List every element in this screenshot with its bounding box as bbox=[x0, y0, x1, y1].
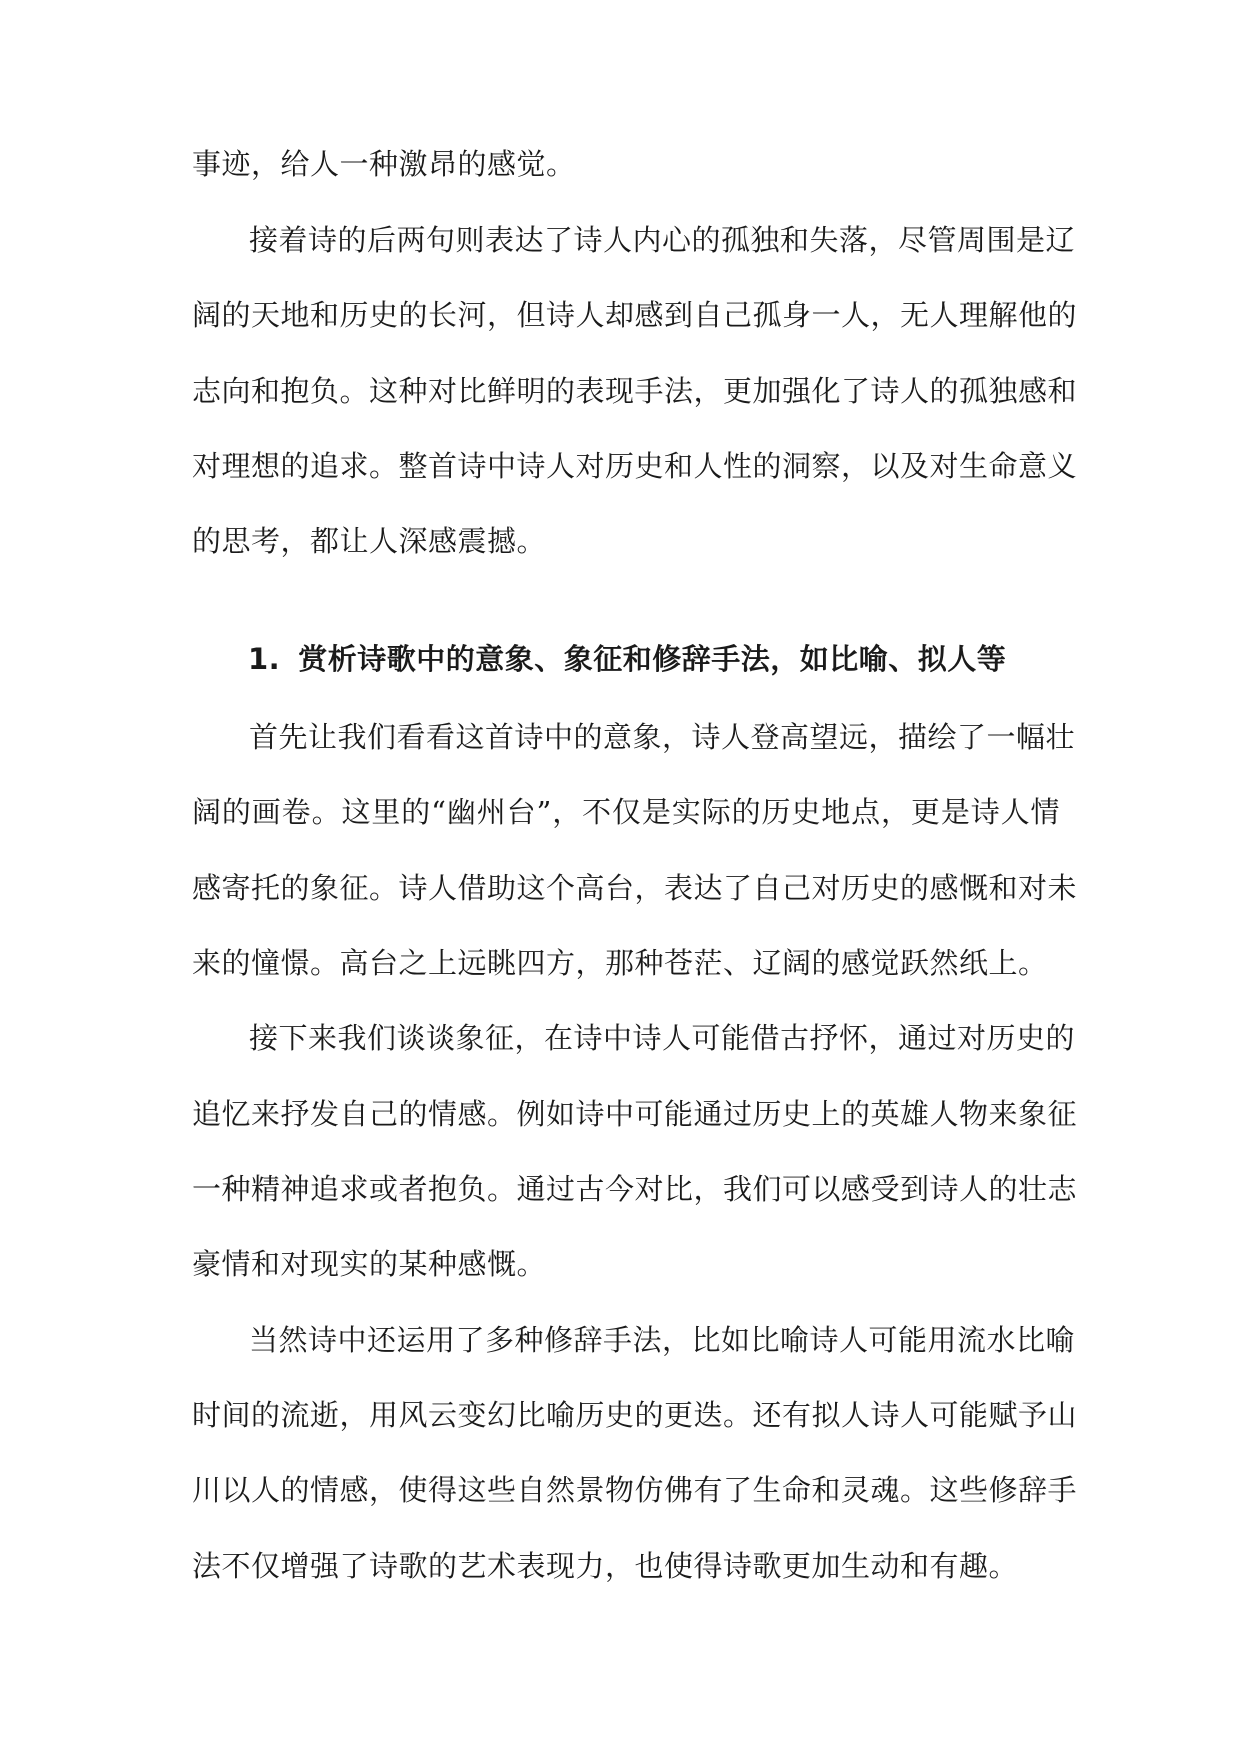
paragraph-2-line-4: 对理想的追求。整首诗中诗人对历史和人性的洞察，以及对生命意义 bbox=[192, 449, 1078, 483]
paragraph-4-line-3: 一种精神追求或者抱负。通过古今对比，我们可以感受到诗人的壮志 bbox=[192, 1172, 1078, 1206]
paragraph-5-line-4: 法不仅增强了诗歌的艺术表现力，也使得诗歌更加生动和有趣。 bbox=[192, 1549, 1019, 1583]
paragraph-4-line-1: 接下来我们谈谈象征，在诗中诗人可能借古抒怀，通过对历史的 bbox=[249, 1021, 1076, 1055]
paragraph-5-line-2: 时间的流逝，用风云变幻比喻历史的更迭。还有拟人诗人可能赋予山 bbox=[192, 1398, 1078, 1432]
paragraph-1-line-1: 事迹，给人一种激昂的感觉。 bbox=[192, 147, 576, 181]
paragraph-4-line-4: 豪情和对现实的某种感慨。 bbox=[192, 1247, 547, 1281]
paragraph-5-line-3: 川以人的情感，使得这些自然景物仿佛有了生命和灵魂。这些修辞手 bbox=[192, 1473, 1078, 1507]
paragraph-3-line-3: 感寄托的象征。诗人借助这个高台，表达了自己对历史的感慨和对未 bbox=[192, 871, 1078, 905]
paragraph-4-line-2: 追忆来抒发自己的情感。例如诗中可能通过历史上的英雄人物来象征 bbox=[192, 1097, 1078, 1131]
paragraph-3-line-4: 来的憧憬。高台之上远眺四方，那种苍茫、辽阔的感觉跃然纸上。 bbox=[192, 946, 1048, 980]
paragraph-2-line-5: 的思考，都让人深感震撼。 bbox=[192, 524, 547, 558]
paragraph-3-line-2: 阔的画卷。这里的“幽州台”，不仅是实际的历史地点，更是诗人情 bbox=[192, 795, 1060, 829]
paragraph-3-line-1: 首先让我们看看这首诗中的意象，诗人登高望远，描绘了一幅壮 bbox=[249, 720, 1076, 754]
section-heading bbox=[248, 639, 1006, 679]
section-heading-text: 赏析诗歌中的意象、象征和修辞手法，如比喻、拟人等 bbox=[298, 642, 1007, 676]
paragraph-5-line-1: 当然诗中还运用了多种修辞手法，比如比喻诗人可能用流水比喻 bbox=[249, 1323, 1076, 1357]
paragraph-2-line-1: 接着诗的后两句则表达了诗人内心的孤独和失落，尽管周围是辽 bbox=[249, 223, 1076, 257]
paragraph-2-line-2: 阔的天地和历史的长河，但诗人却感到自己孤身一人，无人理解他的 bbox=[192, 298, 1078, 332]
section-heading-number: 1. bbox=[248, 642, 281, 676]
paragraph-2-line-3: 志向和抱负。这种对比鲜明的表现手法，更加强化了诗人的孤独感和 bbox=[192, 374, 1078, 408]
